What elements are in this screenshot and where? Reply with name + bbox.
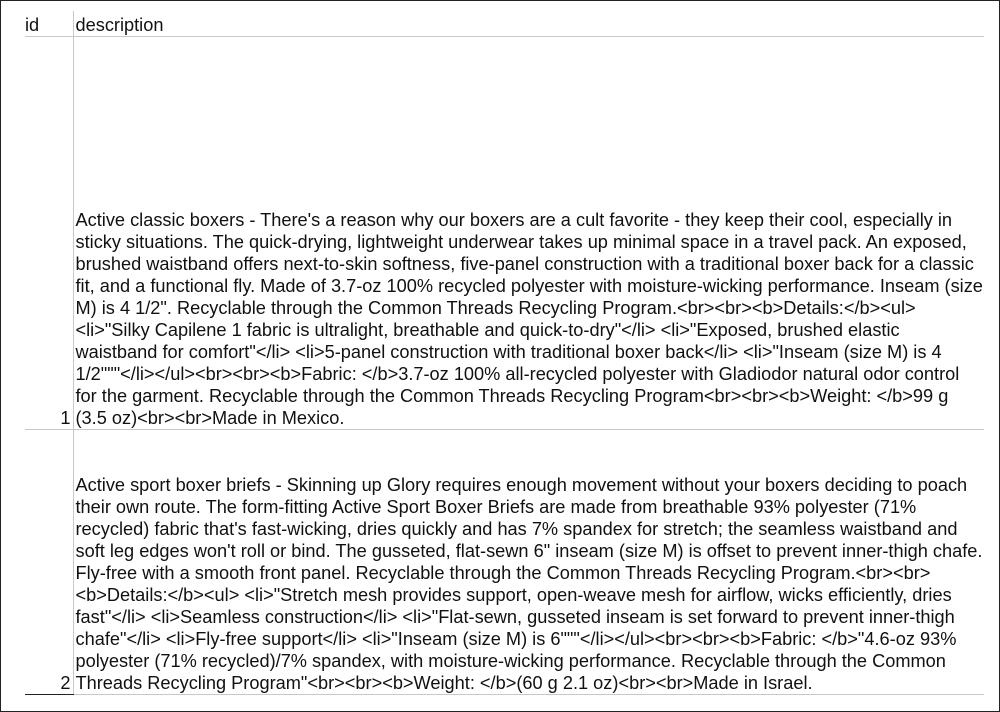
data-table — [25, 11, 984, 695]
cell-description[interactable]: Active sport boxer briefs - Skinning up Glory requires enough movement without your boxers deciding to poach their own route. The form-fitting Active Sport Boxer Briefs are made from breathable 93% polyester (71% recycled) fabric that's fast-wicking, dries quickly and has 7% spandex for stretch; the seamless waistband and soft leg edges won't roll or bind. The gusseted, flat-sewn 6" inseam (size M) is offset to prevent inner-thigh chafe. Fly-free with a smooth front panel. Recyclable through the Common Threads Recycling Program.<br><br><b>Details:</b><ul> <li>"Stretch mesh provides support, open-weave mesh for airflow, wicks efficiently, dries fast"</li> <li>Seamless construction</li> <li>"Flat-sewn, gusseted inseam is set forward to prevent inner-thigh chafe"</li> <li>Fly-free support</li> <li>"Inseam (size M) is 6"""</li></ul><br><br><b>Fabric: </b>"4.6-oz 93% polyester (71% recycled)/7% spandex, with moisture-wicking performance. Recyclable through the Common Threads Recycling Program"<br><br><b>Weight: </b>(60 g 2.1 oz)<br><br>Made in Israel. — [73, 430, 984, 695]
cell-id[interactable]: 1 — [25, 37, 73, 430]
table-row — [25, 430, 984, 695]
cell-id[interactable]: 2 — [25, 430, 73, 695]
column-header-id[interactable]: id — [25, 11, 73, 37]
column-header-description[interactable]: description — [73, 11, 984, 37]
header-row — [25, 11, 984, 37]
cell-description[interactable]: Active classic boxers - There's a reason why our boxers are a cult favorite - they keep their cool, especially in sticky situations. The quick-drying, lightweight underwear takes up minimal space in a travel pack. An exposed, brushed waistband offers next-to-skin softness, five-panel construction with a traditional boxer back for a classic fit, and a functional fly. Made of 3.7-oz 100% recycled polyester with moisture-wicking performance. Inseam (size M) is 4 1/2". Recyclable through the Common Threads Recycling Program.<br><br><b>Details:</b><ul> <li>"Silky Capilene 1 fabric is ultralight, breathable and quick-to-dry"</li> <li>"Exposed, brushed elastic waistband for comfort"</li> <li>5-panel construction with traditional boxer back</li> <li>"Inseam (size M) is 4 1/2"""</li></ul><br><br><b>Fabric: </b>3.7-oz 100% all-recycled polyester with Gladiodor natural odor control for the garment. Recyclable through the Common Threads Recycling Program<br><br><b>Weight: </b>99 g (3.5 oz)<br><br>Made in Mexico. — [73, 37, 984, 430]
table-row — [25, 37, 984, 430]
